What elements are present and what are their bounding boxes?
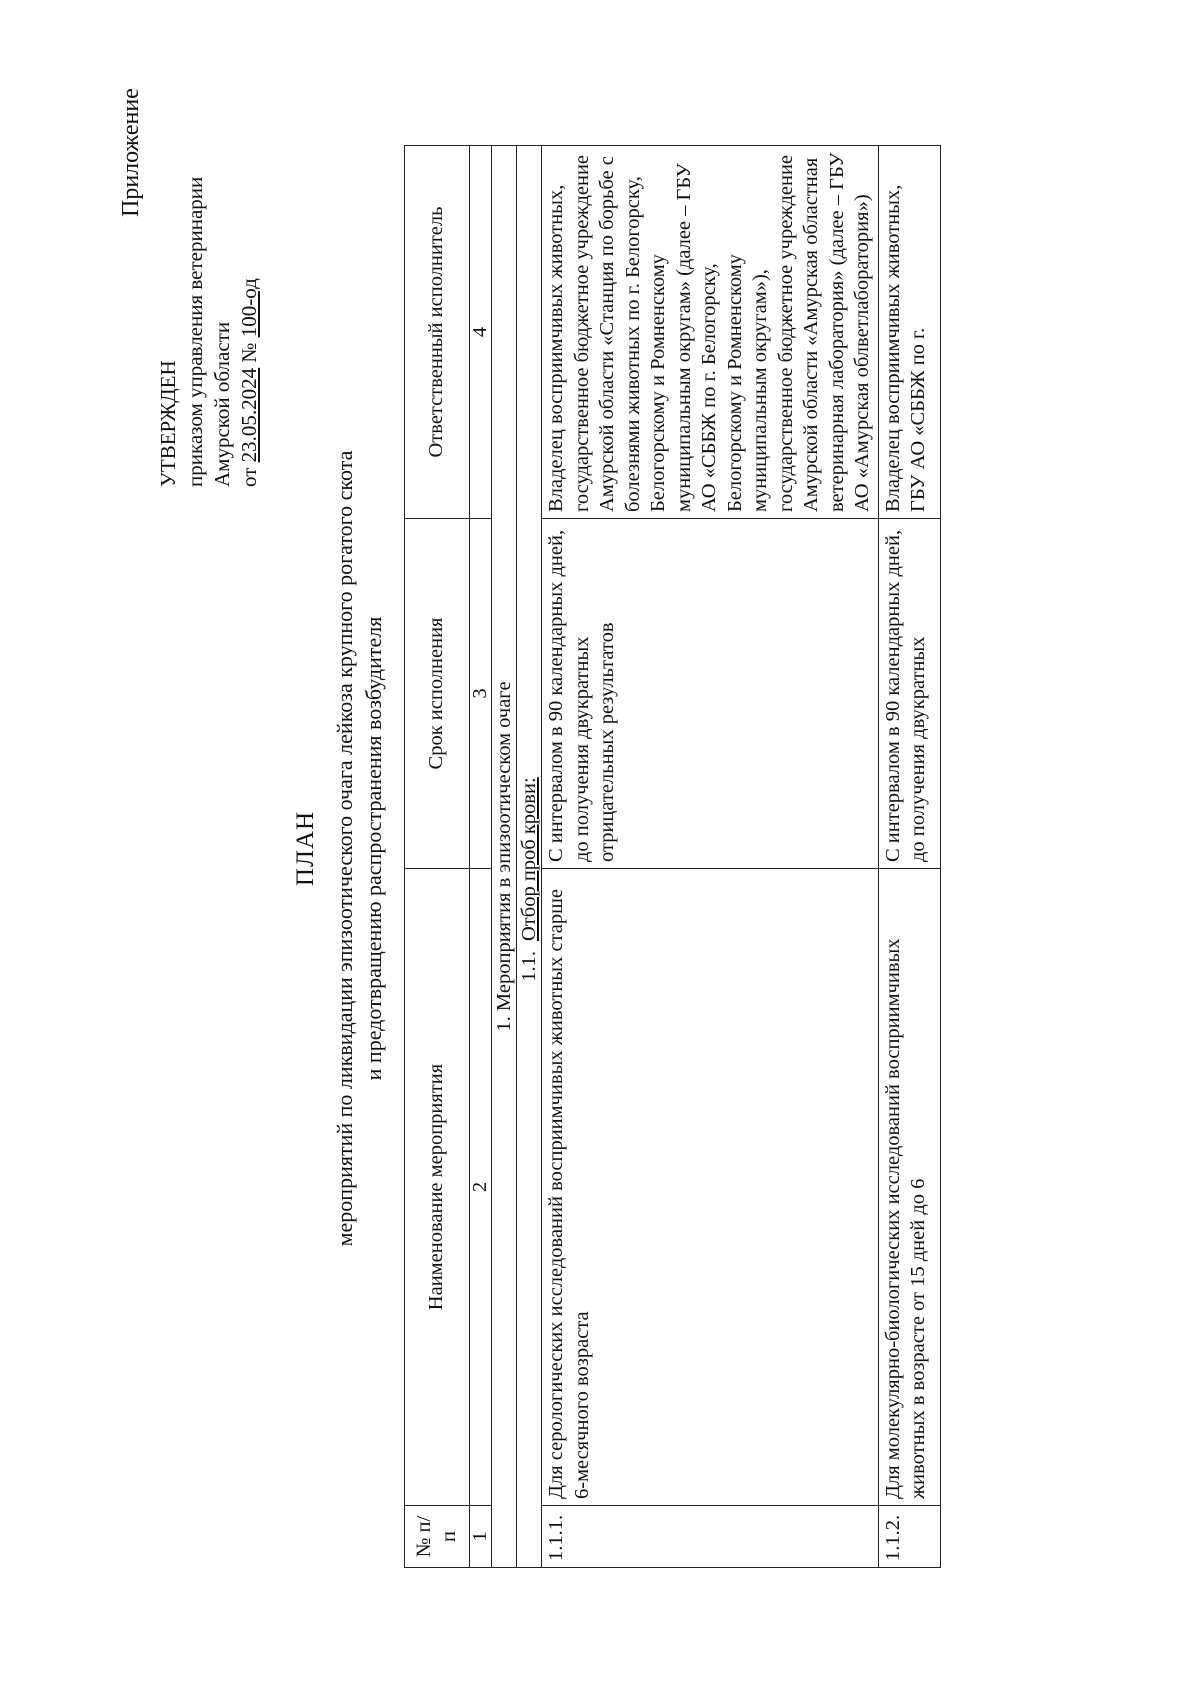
header-term: Срок исполнения [405,519,470,869]
document-title: ПЛАН [292,810,319,887]
table-row [542,146,879,1568]
subsection-text: Отбор проб крови: [518,777,540,941]
approval-number: 100-од [237,278,261,338]
appendix-label: Приложение [118,88,144,217]
subsection-row [517,146,542,1568]
approval-stamp-block [155,177,263,487]
document-subtitle [330,0,388,1697]
col-number-2: 2 [470,869,492,1506]
approval-date-line [236,177,263,487]
col-number-3: 3 [470,519,492,869]
subsection-heading [517,146,542,1568]
row-executor: Владелец восприимчивых животных, государственное бюджетное учреждение Амурской области «Станция по борьбе с болезнями животных по г. Белогорску, Белогорскому и Ромненскому муниципальным округам» (далее – ГБУ АО «СББЖ по г. Белогорску, Белогорскому и Ромненскому муниципальным округам»), государственное бюджетное учреждение Амурской области «Амурская областная ветеринарная лаборатория» (далее – ГБУ АО «Амурская облветлаборатория») [542,146,879,519]
row-number: 1.1.2. [878,1506,940,1568]
row-name: Для серологических исследований восприимчивых животных старше 6-месячного возраста [542,869,879,1506]
table-row [878,146,940,1568]
row-term: С интервалом в 90 календарных дней, до получения двукратных [878,519,940,869]
column-number-row [470,146,492,1568]
row-executor: Владелец восприимчивых животных, ГБУ АО «СББЖ по г. [878,146,940,519]
approval-date: 23.05.2024 [237,367,261,463]
header-name: Наименование мероприятия [405,869,470,1506]
col-number-4: 4 [470,146,492,519]
subtitle-line-1: мероприятий по ликвидации эпизоотического очага лейкоза крупного рогатого скота [332,450,357,1247]
header-num: № п/п [405,1506,470,1568]
approval-order-line: приказом управления ветеринарии [183,176,207,487]
subsection-number: 1.1. [518,951,540,982]
table-header-row [405,146,470,1568]
plan-table [404,145,941,1568]
row-number: 1.1.1. [542,1506,879,1568]
row-term: С интервалом в 90 календарных дней, до получения двукратных отрицательных результатов [542,519,879,869]
header-executor: Ответственный исполнитель [405,146,470,519]
section-row [492,146,517,1568]
row-name: Для молекулярно-биологических исследований восприимчивых животных в возрасте от 15 дней до 6 [878,869,940,1506]
approval-number-sign: № [237,342,261,363]
col-number-1: 1 [470,1506,492,1568]
approval-title: УТВЕРЖДЕН [156,360,180,487]
section-heading: 1. Мероприятия в эпизоотическом очаге [492,146,517,1568]
approval-region-line: Амурской области [210,321,234,487]
approval-date-prefix: от [237,467,261,487]
subtitle-line-2: и предотвращению распространения возбудителя [361,616,386,1081]
